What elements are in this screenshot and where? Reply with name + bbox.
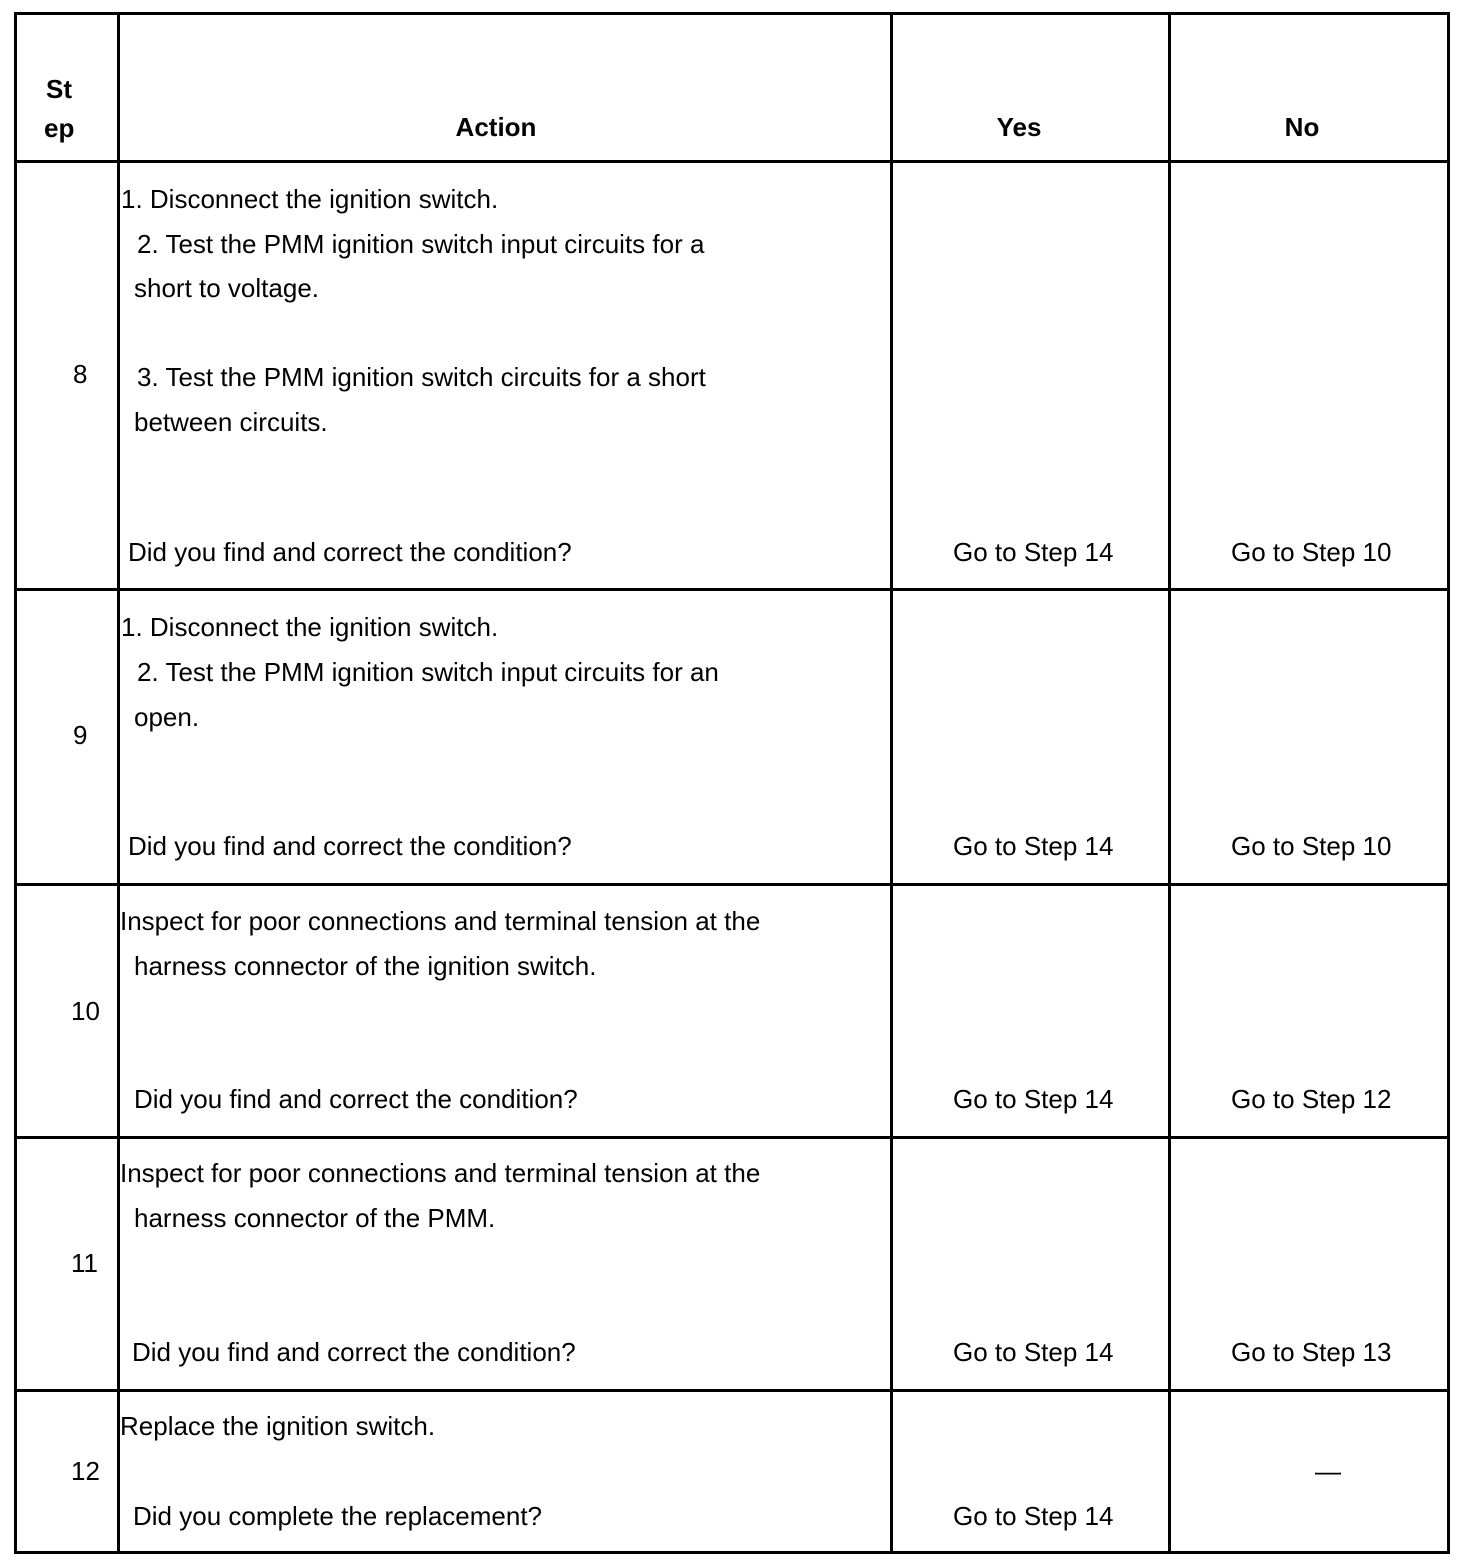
- row-divider: [17, 160, 1447, 163]
- action-line: 2. Test the PMM ignition switch input circuits for an: [137, 657, 719, 687]
- yes-result: Go to Step 14: [953, 537, 1114, 567]
- yes-result: Go to Step 14: [953, 1084, 1114, 1114]
- action-question: Did you find and correct the condition?: [134, 1084, 578, 1114]
- action-line: short to voltage.: [134, 273, 319, 303]
- step-number: 8: [73, 359, 88, 389]
- row-divider: [17, 883, 1447, 886]
- step-number: 12: [71, 1456, 100, 1486]
- header-no: No: [1284, 112, 1320, 142]
- no-result: Go to Step 10: [1231, 831, 1392, 861]
- header-yes: Yes: [996, 112, 1042, 142]
- action-line: open.: [134, 702, 200, 732]
- action-question: Did you complete the replacement?: [133, 1501, 543, 1531]
- header-step-line2: ep: [44, 113, 75, 143]
- action-line: Inspect for poor connections and terminal tension at the: [120, 1158, 761, 1188]
- no-result: —: [1315, 1456, 1341, 1486]
- row-divider: [17, 1389, 1447, 1392]
- no-result: Go to Step 12: [1231, 1084, 1392, 1114]
- action-line: 1. Disconnect the ignition switch.: [121, 612, 499, 642]
- yes-result: Go to Step 14: [953, 1501, 1114, 1531]
- yes-result: Go to Step 14: [953, 1337, 1114, 1367]
- yes-result: Go to Step 14: [953, 831, 1114, 861]
- step-number: 11: [71, 1248, 98, 1278]
- no-result: Go to Step 10: [1231, 537, 1392, 567]
- header-action: Action: [455, 112, 537, 142]
- step-number: 10: [71, 996, 100, 1026]
- action-question: Did you find and correct the condition?: [128, 537, 572, 567]
- action-question: Did you find and correct the condition?: [128, 831, 572, 861]
- column-divider: [890, 15, 893, 1551]
- row-divider: [17, 1136, 1447, 1139]
- row-divider: [17, 588, 1447, 591]
- action-line: 1. Disconnect the ignition switch.: [121, 184, 499, 214]
- action-line: harness connector of the PMM.: [134, 1203, 496, 1233]
- action-line: between circuits.: [134, 407, 328, 437]
- action-line: 3. Test the PMM ignition switch circuits for a short: [137, 362, 706, 392]
- action-line: 2. Test the PMM ignition switch input circuits for a: [137, 229, 705, 259]
- header-step-line1: St: [46, 74, 72, 104]
- action-question: Did you find and correct the condition?: [132, 1337, 576, 1367]
- action-line: Inspect for poor connections and terminal tension at the: [120, 906, 761, 936]
- action-line: harness connector of the ignition switch.: [134, 951, 597, 981]
- column-divider: [117, 15, 120, 1551]
- column-divider: [1168, 15, 1171, 1551]
- action-line: Replace the ignition switch.: [120, 1411, 436, 1441]
- no-result: Go to Step 13: [1231, 1337, 1392, 1367]
- step-number: 9: [73, 720, 88, 750]
